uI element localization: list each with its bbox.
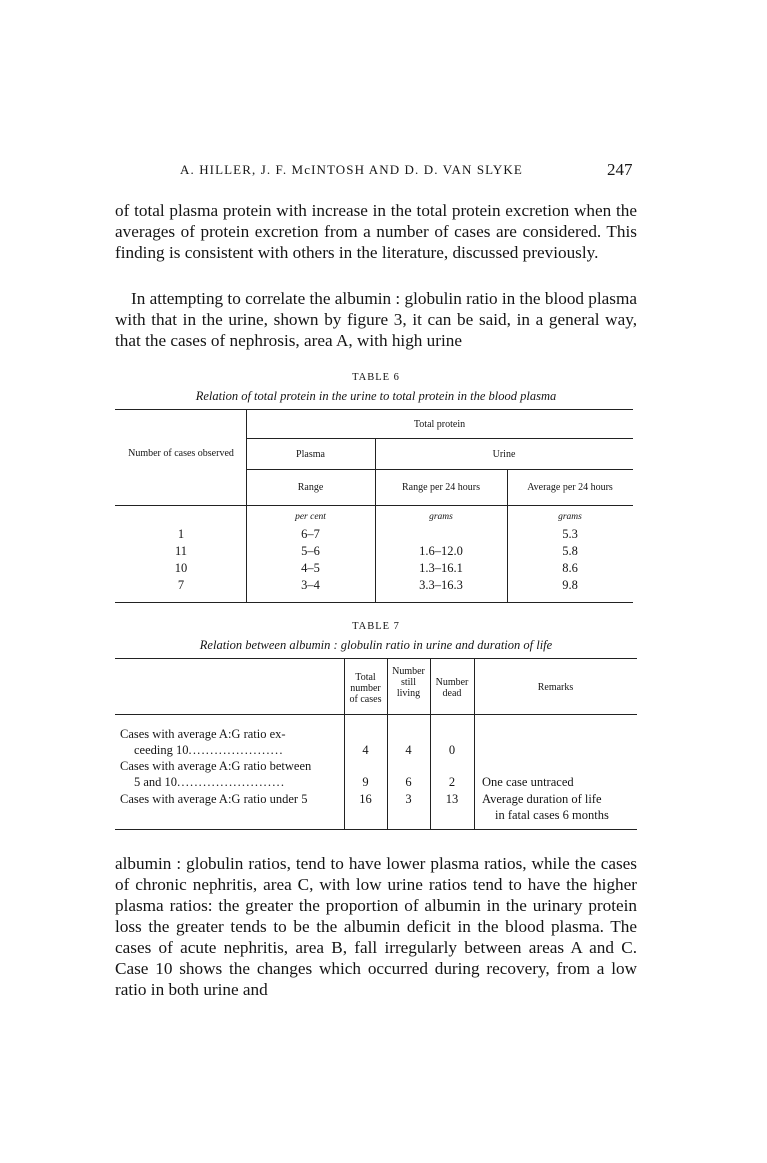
- table6-header-plasma: Plasma: [296, 449, 325, 460]
- table7-number: TABLE 7: [352, 621, 400, 632]
- table7-row-label-cont: 5 and 10.........................: [134, 775, 286, 789]
- table6-cell-urine-avg: 9.8: [562, 578, 578, 592]
- table7-cell-remarks: One case untraced: [482, 775, 574, 789]
- table7-cell-dead: 13: [445, 792, 459, 806]
- table7-cell-remarks: Average duration of life: [482, 792, 602, 806]
- table6-cell-cases: 10: [174, 561, 188, 575]
- table6-cell-urine-avg: 5.8: [562, 544, 578, 558]
- table6-unit-avg-24h: grams: [558, 512, 582, 522]
- page-number: 247: [607, 160, 633, 179]
- table7-cell-remarks-cont: in fatal cases 6 months: [495, 808, 609, 822]
- table7-row-label: Cases with average A:G ratio under 5: [120, 792, 308, 806]
- table7-row-label: Cases with average A:G ratio ex-: [120, 727, 286, 741]
- table7-header-dead: Number dead: [435, 677, 469, 699]
- table7-top-rule: [115, 658, 637, 659]
- paragraph-continuation: of total plasma protein with increase in the total protein excretion when the averages of protein excretion from a number of cases are considered. This finding is consistent with others in the literature, discussed previously.: [115, 201, 637, 262]
- table7-cell-total: 4: [362, 743, 369, 757]
- paragraph-albumin-globulin: In attempting to correlate the albumin : globulin ratio in the blood plasma with that in the urine, shown by figure 3, it can be said, in a general way, that the cases of nephrosis, area A, with high urine: [115, 289, 637, 350]
- table6-cell-urine-avg: 8.6: [562, 561, 578, 575]
- table6-header-range: Range: [297, 482, 324, 493]
- table6-cell-urine-range: 1.6–12.0: [419, 544, 463, 558]
- table6-top-rule: [115, 409, 633, 410]
- table6-rule-total-protein: [246, 438, 633, 439]
- table7-cell-living: 6: [405, 775, 412, 789]
- table7-row-label: Cases with average A:G ratio between: [120, 759, 312, 773]
- table6-cell-plasma-range: 6–7: [301, 527, 320, 541]
- table7-cell-dead: 0: [448, 743, 456, 757]
- table6-cell-plasma-range: 3–4: [301, 578, 320, 592]
- table6-cell-cases: 7: [177, 578, 185, 592]
- table6-header-avg-24h: Average per 24 hours: [527, 482, 613, 493]
- table6-cell-urine-range: 3.3–16.3: [419, 578, 463, 592]
- table7-bottom-rule: [115, 829, 637, 830]
- paragraph-ratios: albumin : globulin ratios, tend to have lower plasma ratios, while the cases of chronic nephritis, area C, with low urine ratios tend to have the higher plasma ratios: the greater the proportion of albumin in the urinary protein loss the greater tends to be the albumin deficit in the blood plasma. The cases of acute nephritis, area B, fall irregularly between areas A and C. Case 10 shows the changes which occurred during recovery, from a low ratio in both urine and: [115, 854, 637, 999]
- table7-row-label-cont: ceeding 10......................: [134, 743, 284, 757]
- running-head: [0, 160, 767, 184]
- table6-header-rule: [115, 505, 633, 506]
- table6-number: TABLE 6: [352, 372, 400, 383]
- table6-cell-cases: 1: [177, 527, 185, 541]
- table6-header-range-24h: Range per 24 hours: [401, 482, 481, 493]
- table6-title: Relation of total protein in the urine to total protein in the blood plasma: [195, 389, 557, 403]
- table7-title: Relation between albumin : globulin ratio in urine and duration of life: [199, 638, 553, 652]
- table6-rule-plasma-urine: [246, 469, 633, 470]
- table6-bottom-rule: [115, 602, 633, 603]
- table6-header-urine: Urine: [492, 449, 516, 460]
- table6-cell-plasma-range: 5–6: [301, 544, 320, 558]
- table6-cell-plasma-range: 4–5: [301, 561, 320, 575]
- running-head-authors: A. HILLER, J. F. McINTOSH AND D. D. VAN SLYKE: [180, 162, 523, 177]
- table7-cell-total: 9: [362, 775, 369, 789]
- table6-header-cases: Number of cases observed: [128, 448, 234, 459]
- table6-unit-range-24h: grams: [429, 512, 453, 522]
- table6-header-total-protein: Total protein: [413, 419, 466, 430]
- table7-header-rule: [115, 714, 637, 715]
- table6-cell-urine-range: 1.3–16.1: [419, 561, 463, 575]
- table6-cell-cases: 11: [174, 544, 188, 558]
- table7-cell-living: 3: [405, 792, 412, 806]
- table7-cell-living: 4: [405, 743, 412, 757]
- table7-cell-dead: 2: [448, 775, 456, 789]
- table6-unit-range: per cent: [295, 512, 326, 522]
- table7-header-remarks: Remarks: [537, 682, 574, 693]
- table6-cell-urine-avg: 5.3: [562, 527, 578, 541]
- table7-cell-total: 16: [359, 792, 372, 806]
- table7-header-total: Total number of cases: [349, 672, 382, 705]
- table7-header-living: Number still living: [392, 666, 425, 699]
